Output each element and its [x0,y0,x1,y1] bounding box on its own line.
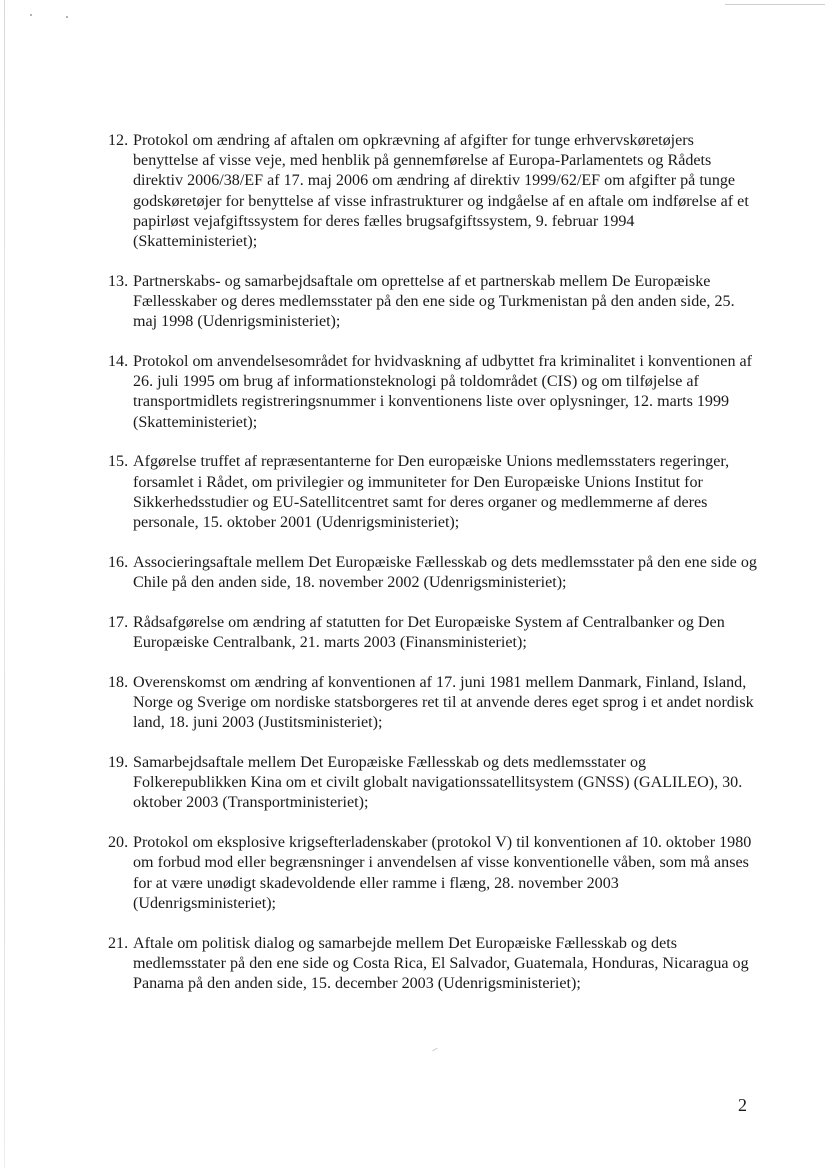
item-number: 20. [108,834,129,852]
list-item [108,833,758,914]
item-number: 12. [108,132,129,149]
item-text: Rådsafgørelse om ændring af statutten for Det Europæiske System af Centralbanker og Den Europæiske Centralbank, 21. marts 2003 (Finansministeriet); [133,613,725,652]
scan-edge-left [4,0,5,1168]
list-item [108,352,758,433]
item-number: 21. [108,934,129,952]
page-number: 2 [738,1095,747,1115]
list-item [108,934,758,995]
item-text: Partnerskabs- og samarbejdsaftale om oprettelse af et partnerskab mellem De Europæiske Fællesskaber og deres medlemsstater på den ene side og Turkmenistan på den anden side, 25. maj 1998 (Udenrigsministeriet); [133,272,735,331]
item-number: 14. [108,353,129,371]
item-text: Protokol om ændring af aftalen om opkrævning af afgifter for tunge erhvervskøretøjers benyttelse af visse veje, med henblik på gennemførelse af Europa-Parlamentets og Rådets direktiv 2006/38/EF af 17. maj 2006 om ændring af direktiv 1999/62/EF om afgifter på tunge godskøretøjer for benyttelse af visse infrastrukturer og indgåelse af en aftale om indførelse af et papirløst vejafgiftssystem for deres fælles brugsafgiftssystem, 9. februar 1994 (Skatteministeriet); [133,132,749,251]
scan-edge-top [725,4,825,5]
scan-speck [30,14,32,16]
item-text: Overenskomst om ændring af konventionen af 17. juni 1981 mellem Danmark, Finland, Island, Norge og Sverige om nordiske statsborgeres ret til at anvende deres eget sprog i et andet nordisk land, 18. juni 2003 (Justitsministeriet); [133,673,754,732]
item-text: Associeringsaftale mellem Det Europæiske Fællesskab og dets medlemsstater på den ene side og Chile på den anden side, 18. november 2002 (Udenrigsministeriet); [133,553,757,592]
item-number: 19. [108,754,129,772]
item-number: 15. [108,453,129,471]
item-number: 17. [108,613,129,631]
item-text: Afgørelse truffet af repræsentanterne for Den europæiske Unions medlemsstaters regeringer, forsamlet i Rådet, om privilegier og immuniteter for Den Europæiske Unions Institut for Sikkerhedsstudier og EU-Satellitcentret samt for deres organer og medlemmerne af deres personale, 15. oktober 2001 (Udenrigsministeriet); [133,453,730,532]
list-item [108,613,758,653]
list-item [108,131,758,252]
list-item [108,673,758,734]
list-item [108,272,758,333]
item-text: Protokol om eksplosive krigsefterladenskaber (protokol V) til konventionen af 10. oktober 1980 om forbud mod eller begrænsninger i anvendelsen af visse konventionelle våben, som må anses for at være unødigt skadevoldende eller ramme i flæng, 28. november 2003 (Udenrigsministeriet); [133,834,752,912]
item-number: 18. [108,673,129,691]
list-item [108,452,758,533]
list-item [108,553,758,593]
item-text: Aftale om politisk dialog og samarbejde mellem Det Europæiske Fællesskab og dets medlemsstater på den ene side og Costa Rica, El Salvador, Guatemala, Honduras, Nicaragua og Panama på den anden side, 15. december 2003 (Udenrigsministeriet); [133,934,749,993]
treaty-list [108,131,758,1014]
scan-speck [66,16,68,18]
item-text: Samarbejdsaftale mellem Det Europæiske Fællesskab og dets medlemsstater og Folkerepublikken Kina om et civilt globalt navigationssatellitsystem (GNSS) (GALILEO), 30. oktober 2003 (Transportministeriet); [133,754,743,812]
item-number: 16. [108,553,129,571]
scan-speck [432,1048,438,1052]
list-item [108,753,758,814]
item-number: 13. [108,272,129,290]
item-text: Protokol om anvendelsesområdet for hvidvaskning af udbyttet fra kriminalitet i konventionen af 26. juli 1995 om brug af informationsteknologi på toldområdet (CIS) og om tilføjelse af transportmidlets registreringsnummer i konventionens liste over oplysninger, 12. marts 1999 (Skatteministeriet); [133,353,753,431]
